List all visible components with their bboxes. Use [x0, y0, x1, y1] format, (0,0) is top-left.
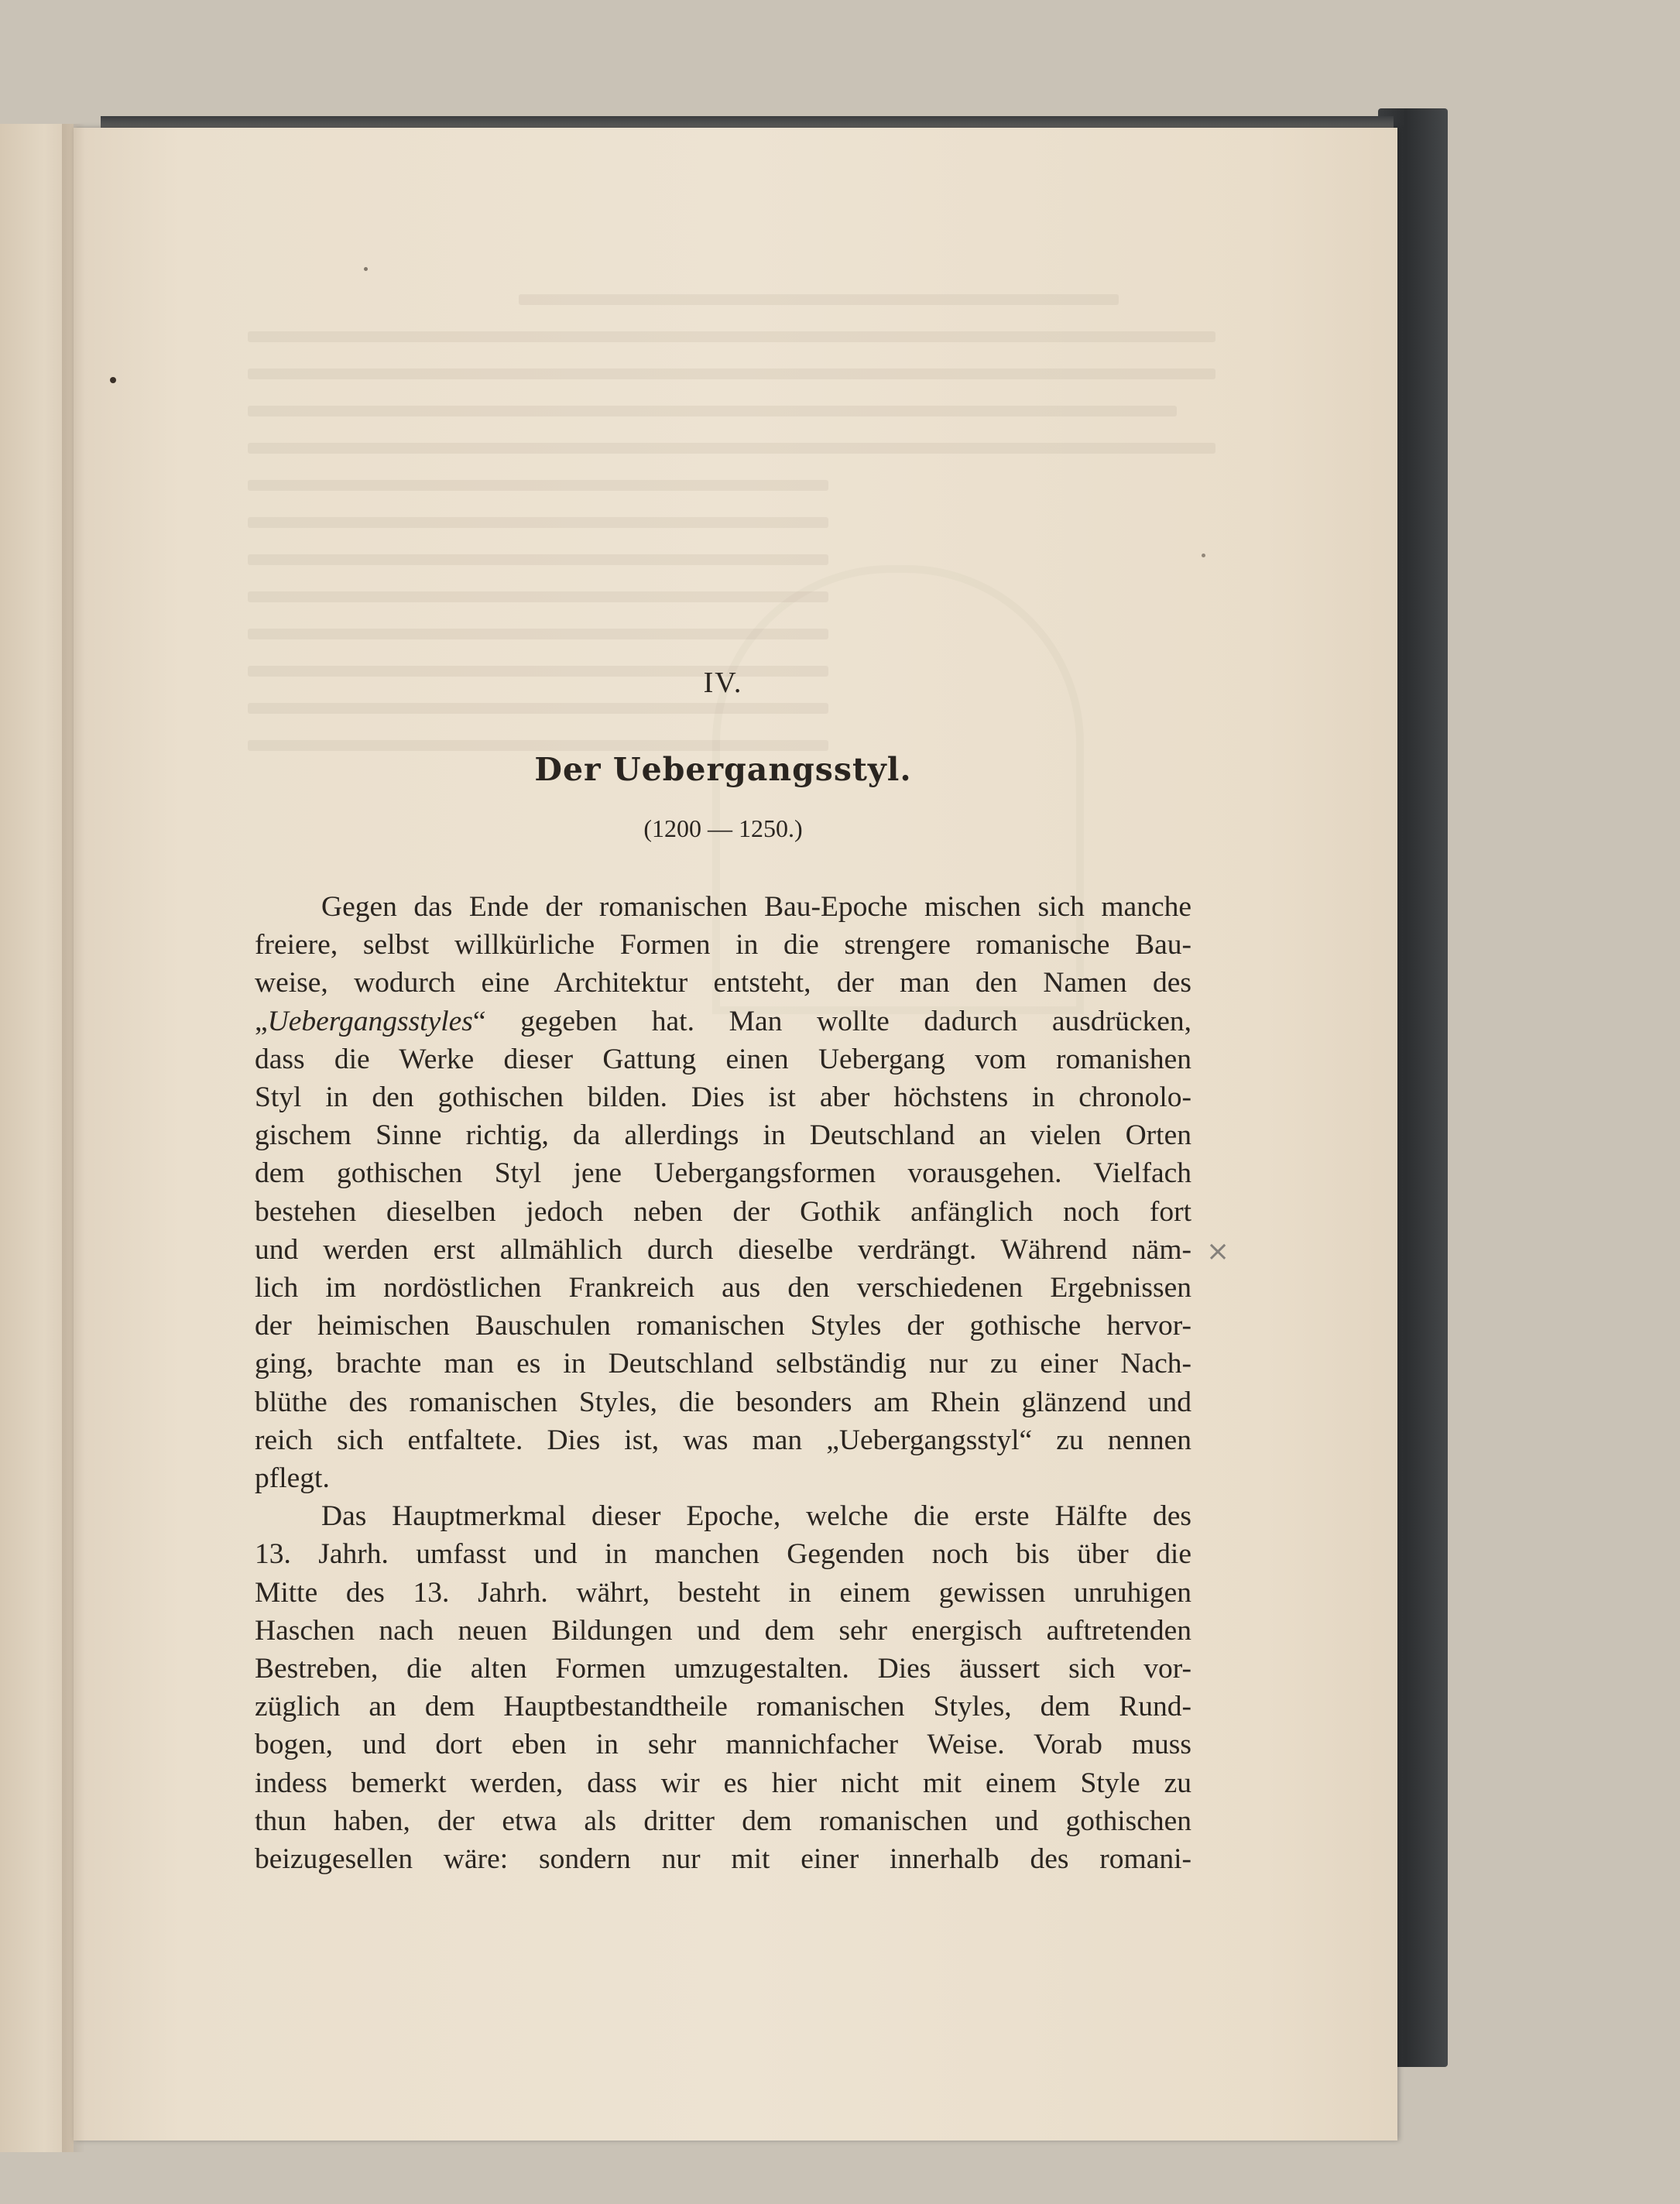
text-line: reich sich entfaltete. Dies ist, was man „Uebergangsstyl“ zu nennen — [255, 1424, 1191, 1456]
text-line: lich im nordöstlichen Frankreich aus den verschiedenen Ergebnissen — [255, 1272, 1191, 1304]
text-line: der heimischen Bauschulen romanischen Styles der gothische hervor- — [255, 1310, 1191, 1342]
gutter-shadow — [62, 124, 85, 2152]
text-line: beizugesellen wäre: sondern nur mit einer innerhalb des romani- — [255, 1843, 1191, 1876]
text-line: thun haben, der etwa als dritter dem romanischen und gothischen — [255, 1805, 1191, 1837]
text-line: Bestreben, die alten Formen umzugestalten. Dies äussert sich vor- — [255, 1653, 1191, 1685]
text-line: Styl in den gothischen bilden. Dies ist aber höchstens in chronolo- — [255, 1081, 1191, 1114]
text-line: gischem Sinne richtig, da allerdings in Deutschland an vielen Orten — [255, 1119, 1191, 1152]
text-line: freiere, selbst willkürliche Formen in die strengere romanische Bau- — [255, 929, 1191, 961]
chapter-dates: (1200 — 1250.) — [643, 814, 803, 842]
text-line: bestehen dieselben jedoch neben der Gothik anfänglich noch fort — [255, 1195, 1191, 1228]
chapter-title: Der Uebergangsstyl. — [534, 751, 912, 788]
text-line: 13. Jahrh. umfasst und in manchen Gegenden noch bis über die — [255, 1538, 1191, 1571]
text-line: weise, wodurch eine Architektur entsteht, der man den Namen des — [255, 967, 1191, 999]
dust-speck — [364, 267, 368, 271]
text-line: Gegen das Ende der romanischen Bau-Epoche mischen sich manche — [321, 891, 1191, 923]
text-line: dem gothischen Styl jene Uebergangsformen vorausgehen. Vielfach — [255, 1157, 1191, 1190]
text-line: blüthe des romanischen Styles, die besonders am Rhein glänzend und — [255, 1386, 1191, 1418]
paragraph-2 — [255, 1497, 1191, 1878]
paragraph-1 — [255, 888, 1191, 1497]
text-line: und werden erst allmählich durch dieselbe verdrängt. Während näm- — [255, 1233, 1191, 1266]
text-line: bogen, und dort eben in sehr mannichfacher Weise. Vorab muss — [255, 1729, 1191, 1761]
text-line: pflegt. — [255, 1462, 330, 1495]
text-column — [255, 666, 1191, 1878]
text-line: züglich an dem Hauptbestandtheile romanischen Styles, dem Rund- — [255, 1691, 1191, 1723]
text-line: Das Hauptmerkmal dieser Epoche, welche die erste Hälfte des — [321, 1500, 1191, 1533]
text-line: Haschen nach neuen Bildungen und dem sehr energisch auftretenden — [255, 1614, 1191, 1647]
margin-pencil-mark: × — [1206, 1236, 1230, 1267]
text-line: indess bemerkt werden, dass wir es hier nicht mit einem Style zu — [255, 1767, 1191, 1799]
dust-speck — [110, 377, 116, 383]
italic-term: Uebergangsstyles — [267, 1005, 473, 1037]
dust-speck — [1202, 554, 1205, 557]
chapter-number: IV. — [703, 667, 743, 699]
text-line: ging, brachte man es in Deutschland selbständig nur zu einer Nach- — [255, 1348, 1191, 1380]
text-line-with-italic: „Uebergangsstyles“ gegeben hat. Man wollte dadurch ausdrücken, — [255, 1005, 1191, 1037]
text-line: dass die Werke dieser Gattung einen Uebergang vom romanishen — [255, 1043, 1191, 1075]
text-line: Mitte des 13. Jahrh. währt, besteht in einem gewissen unruhigen — [255, 1576, 1191, 1609]
